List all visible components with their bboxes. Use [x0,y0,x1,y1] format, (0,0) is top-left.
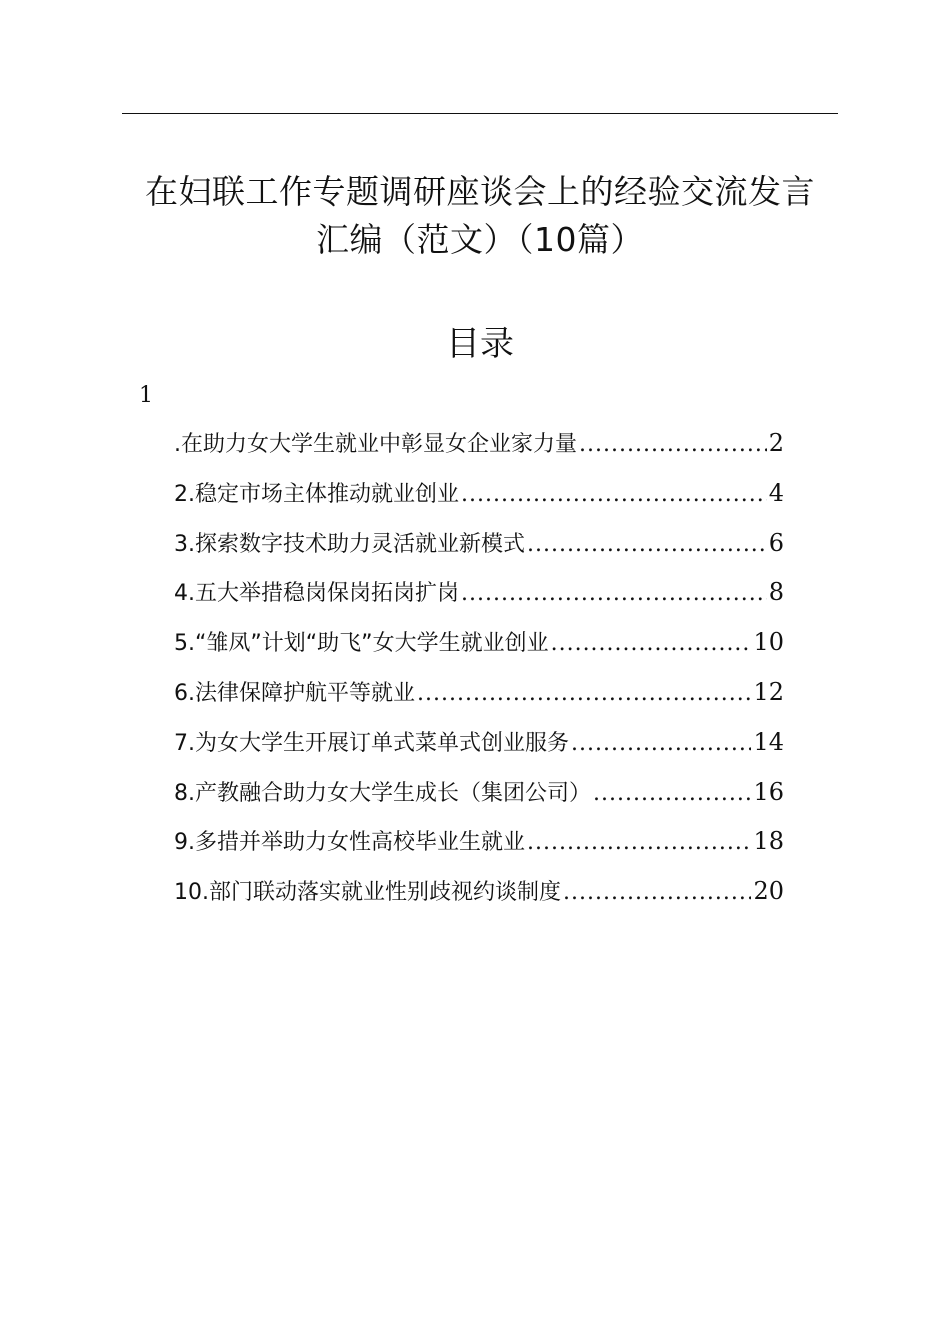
toc-entry-page: 6 [768,528,784,557]
toc-entry-page: 8 [768,578,784,607]
dot-leader [593,774,751,814]
toc-entry-title: 8.产教融合助力女大学生成长（集团公司） [174,780,591,806]
toc-entry-page: 4 [768,478,784,507]
header-rule [122,113,838,114]
toc-entry-title: 4.五大举措稳岗保岗拓岗扩岗 [174,581,459,607]
toc-entry-9[interactable] [174,821,784,871]
document-title [100,168,860,264]
toc-entry-title: 2.稳定市场主体推动就业创业 [174,481,459,507]
toc-entry-title: 6.法律保障护航平等就业 [174,680,415,706]
toc-entry-10[interactable] [174,871,784,921]
document-title-line-2: 汇编（范文）（10篇） [316,220,644,259]
toc-entry-page: 14 [753,727,784,756]
toc-entry-7[interactable] [174,722,784,772]
dot-leader [551,624,752,664]
dot-leader [461,574,767,614]
dot-leader [527,823,751,863]
document-title-line-1: 在妇联工作专题调研座谈会上的经验交流发言 [145,172,815,211]
toc-entry-title: 3.探索数字技术助力灵活就业新模式 [174,531,525,557]
table-of-contents [174,423,784,921]
toc-entry-4[interactable] [174,572,784,622]
stray-number: 1 [139,383,153,408]
toc-entry-8[interactable] [174,772,784,822]
toc-heading: 目录 [446,324,514,364]
toc-entry-2[interactable] [174,473,784,523]
toc-entry-title: .在助力女大学生就业中彰显女企业家力量 [174,432,577,457]
toc-entry-title: 10.部门联动落实就业性别歧视约谈制度 [174,880,561,906]
toc-entry-page: 2 [768,429,784,457]
dot-leader [571,724,751,764]
dot-leader [417,674,751,714]
dot-leader [563,873,751,913]
toc-entry-6[interactable] [174,672,784,722]
dot-leader [461,475,767,515]
toc-entry-1[interactable] [174,423,784,473]
toc-entry-page: 18 [753,827,784,856]
toc-entry-page: 12 [753,677,784,706]
toc-entry-title: 5.“雏凤”计划“助飞”女大学生就业创业 [174,631,549,657]
toc-entry-page: 10 [753,628,784,657]
dot-leader [579,425,767,465]
toc-entry-title: 9.多措并举助力女性高校毕业生就业 [174,830,525,856]
toc-entry-3[interactable] [174,523,784,573]
dot-leader [527,525,767,565]
toc-entry-title: 7.为女大学生开展订单式菜单式创业服务 [174,730,569,756]
toc-entry-page: 16 [753,777,784,806]
toc-entry-page: 20 [753,877,784,906]
toc-entry-5[interactable] [174,622,784,672]
